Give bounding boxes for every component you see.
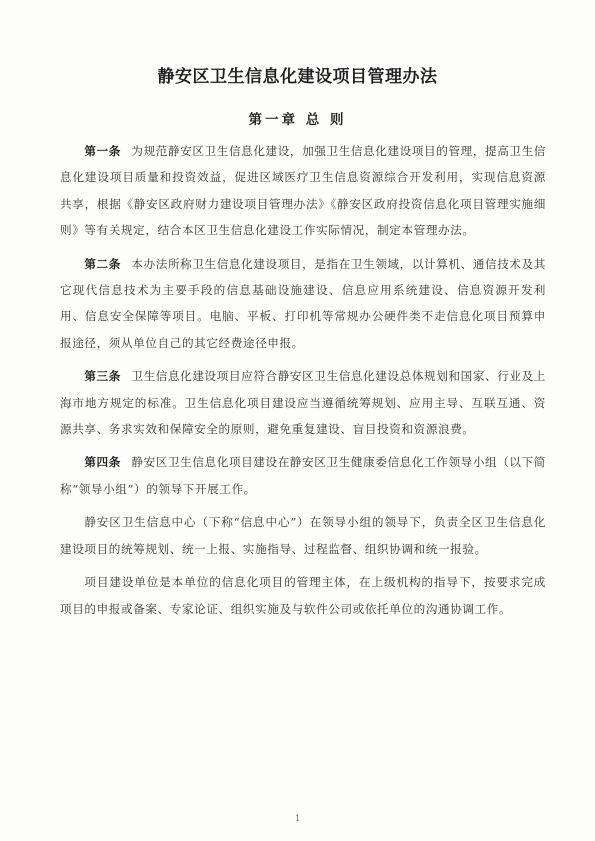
article-paragraph <box>60 449 546 502</box>
page-number: 1 <box>294 814 301 823</box>
paragraph-text: 项目建设单位是本单位的信息化项目的管理主体，在上级机构的指导下，按要求完成项目的申报或备案、专家论证、组织实施及与软件公司或依托单位的沟通协调工作。 <box>60 575 546 616</box>
body-paragraph <box>60 569 546 622</box>
article-text: 为规范静安区卫生信息化建设，加强卫生信息化建设项目的管理，提高卫生信息化建设项目质量和投资效益，促进区域医疗卫生信息资源综合开发利用，实现信息资源共享，根据《静安区政府财力建设项目管理办法》《静安区政府投资信息化项目管理实施细则》等有关规定，结合本区卫生信息化建设工作实际情况，制定本管理办法。 <box>60 144 546 238</box>
article-text: 本办法所称卫生信息化建设项目，是指在卫生领域，以计算机、通信技术及其它现代信息技术为主要手段的信息基础设施建设、信息应用系统建设、信息资源开发利用、信息安全保障等项目。电脑、平板、打印机等常规办公硬件类不走信息化项目预算申报途径，须从单位自己的其它经费途径申报。 <box>60 256 546 350</box>
article-text: 静安区卫生信息化项目建设在静安区卫生健康委信息化工作领导小组（以下简称“领导小组”）的领导下开展工作。 <box>60 455 546 496</box>
article-label: 第一条 <box>84 144 121 158</box>
article-label: 第三条 <box>84 369 121 384</box>
article-label: 第四条 <box>84 455 121 470</box>
article-paragraph <box>60 251 546 357</box>
article-paragraph <box>60 138 546 244</box>
article-paragraph <box>60 363 546 442</box>
chapter-heading: 第一章 总 则 <box>248 112 347 128</box>
paragraph-text: 静安区卫生信息中心（下称“信息中心”）在领导小组的领导下，负责全区卫生信息化建设项目的统筹规划、统一上报、实施指导、过程监督、组织协调和统一报验。 <box>60 515 546 556</box>
document-body <box>60 138 546 629</box>
document-title: 静安区卫生信息化建设项目管理办法 <box>157 67 438 87</box>
article-label: 第二条 <box>84 256 121 271</box>
body-paragraph <box>60 509 546 562</box>
article-text: 卫生信息化建设项目应符合静安区卫生信息化建设总体规划和国家、行业及上海市地方规定的标准。卫生信息化项目建设应当遵循统筹规划、应用主导、互联互通、资源共享、务求实效和保障安全的原则，避免重复建设、盲目投资和资源浪费。 <box>60 369 546 437</box>
